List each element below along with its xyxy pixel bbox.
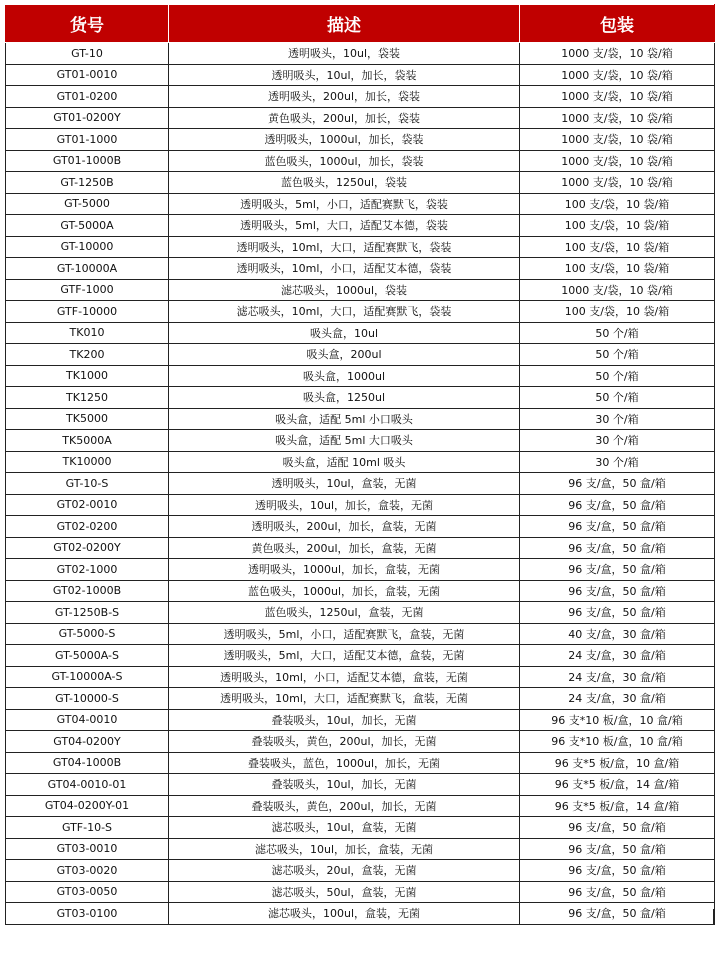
cell-description: 透明吸头，5ml，小口，适配赛默飞，盒装，无菌 (169, 623, 520, 645)
cell-packaging: 1000 支/袋，10 袋/箱 (520, 86, 715, 108)
cell-description: 滤芯吸头，10ul，盒装，无菌 (169, 817, 520, 839)
cell-packaging: 96 支/盒，50 盒/箱 (520, 860, 715, 882)
table-row (6, 709, 715, 731)
cell-description: 滤芯吸头，50ul，盒装，无菌 (169, 881, 520, 903)
cell-item-number: GT-10 (6, 43, 169, 65)
cell-item-number: GT01-1000B (6, 150, 169, 172)
cell-description: 叠装吸头，黄色，200ul，加长，无菌 (169, 731, 520, 753)
cell-packaging: 96 支*10 板/盒，10 盒/箱 (520, 731, 715, 753)
table-row (6, 430, 715, 452)
cell-packaging: 50 个/箱 (520, 322, 715, 344)
table-row (6, 537, 715, 559)
table-row (6, 860, 715, 882)
cell-packaging: 50 个/箱 (520, 344, 715, 366)
cell-packaging: 96 支/盒，50 盒/箱 (520, 516, 715, 538)
cell-item-number: TK1250 (6, 387, 169, 409)
cell-packaging: 96 支*5 板/盒，14 盒/箱 (520, 795, 715, 817)
cell-description: 透明吸头，200ul，加长，袋装 (169, 86, 520, 108)
cell-packaging: 50 个/箱 (520, 365, 715, 387)
cell-item-number: GTF-10-S (6, 817, 169, 839)
table-row (6, 64, 715, 86)
cell-description: 透明吸头，10ul，盒装，无菌 (169, 473, 520, 495)
cell-packaging: 30 个/箱 (520, 451, 715, 473)
cell-description: 吸头盒，1250ul (169, 387, 520, 409)
cell-item-number: GT01-0200 (6, 86, 169, 108)
table-row (6, 172, 715, 194)
cell-item-number: GT02-1000 (6, 559, 169, 581)
cell-packaging: 50 个/箱 (520, 387, 715, 409)
cell-description: 黄色吸头，200ul，加长，袋装 (169, 107, 520, 129)
cell-packaging: 1000 支/袋，10 袋/箱 (520, 172, 715, 194)
cell-description: 吸头盒，10ul (169, 322, 520, 344)
cell-description: 吸头盒，200ul (169, 344, 520, 366)
cell-description: 透明吸头，10ml，小口，适配艾本德，盒装，无菌 (169, 666, 520, 688)
table-row (6, 516, 715, 538)
table-row (6, 43, 715, 65)
cell-packaging: 96 支/盒，50 盒/箱 (520, 903, 715, 925)
cell-packaging: 1000 支/袋，10 袋/箱 (520, 129, 715, 151)
cell-packaging: 1000 支/袋，10 袋/箱 (520, 107, 715, 129)
table-row (6, 387, 715, 409)
table-trailing-row (5, 909, 714, 925)
cell-description: 透明吸头，10ml，大口，适配赛默飞，袋装 (169, 236, 520, 258)
cell-description: 叠装吸头，10ul，加长，无菌 (169, 709, 520, 731)
table-row (6, 838, 715, 860)
cell-item-number: TK1000 (6, 365, 169, 387)
cell-packaging: 100 支/袋，10 袋/箱 (520, 301, 715, 323)
header-description: 描述 (169, 5, 520, 43)
cell-item-number: GT02-0200 (6, 516, 169, 538)
cell-packaging: 96 支/盒，50 盒/箱 (520, 817, 715, 839)
table-row (6, 817, 715, 839)
table-row (6, 451, 715, 473)
product-table-container (5, 4, 715, 925)
cell-packaging: 100 支/袋，10 袋/箱 (520, 215, 715, 237)
table-body (6, 43, 715, 925)
table-row (6, 645, 715, 667)
table-row (6, 279, 715, 301)
table-row (6, 494, 715, 516)
cell-packaging: 30 个/箱 (520, 430, 715, 452)
cell-packaging: 96 支/盒，50 盒/箱 (520, 602, 715, 624)
cell-packaging: 96 支/盒，50 盒/箱 (520, 838, 715, 860)
cell-description: 吸头盒，适配 5ml 大口吸头 (169, 430, 520, 452)
cell-packaging: 96 支*10 板/盒，10 盒/箱 (520, 709, 715, 731)
table-row (6, 86, 715, 108)
cell-packaging: 1000 支/袋，10 袋/箱 (520, 150, 715, 172)
cell-description: 蓝色吸头，1000ul，加长，袋装 (169, 150, 520, 172)
cell-packaging: 40 支/盒，30 盒/箱 (520, 623, 715, 645)
table-row (6, 322, 715, 344)
table-row (6, 473, 715, 495)
cell-item-number: GT-10000A (6, 258, 169, 280)
cell-description: 透明吸头，1000ul，加长，袋装 (169, 129, 520, 151)
cell-description: 滤芯吸头，10ml，大口，适配赛默飞，袋装 (169, 301, 520, 323)
cell-item-number: GT04-1000B (6, 752, 169, 774)
table-row (6, 150, 715, 172)
table-row (6, 623, 715, 645)
cell-item-number: GT01-1000 (6, 129, 169, 151)
cell-description: 滤芯吸头，10ul，加长，盒装，无菌 (169, 838, 520, 860)
cell-item-number: GT-1250B (6, 172, 169, 194)
cell-description: 滤芯吸头，100ul，盒装，无菌 (169, 903, 520, 925)
cell-packaging: 100 支/袋，10 袋/箱 (520, 193, 715, 215)
table-row (6, 774, 715, 796)
cell-description: 蓝色吸头，1000ul，加长，盒装，无菌 (169, 580, 520, 602)
header-item-number: 货号 (6, 5, 169, 43)
cell-item-number: GT-10000A-S (6, 666, 169, 688)
cell-item-number: GT04-0200Y-01 (6, 795, 169, 817)
cell-packaging: 96 支/盒，50 盒/箱 (520, 559, 715, 581)
table-row (6, 795, 715, 817)
cell-packaging: 24 支/盒，30 盒/箱 (520, 688, 715, 710)
table-row (6, 752, 715, 774)
cell-packaging: 96 支/盒，50 盒/箱 (520, 473, 715, 495)
cell-item-number: GT02-0200Y (6, 537, 169, 559)
cell-item-number: GT-5000 (6, 193, 169, 215)
table-row (6, 301, 715, 323)
cell-item-number: GT04-0010-01 (6, 774, 169, 796)
cell-description: 透明吸头，10ul，加长，袋装 (169, 64, 520, 86)
cell-item-number: GTF-1000 (6, 279, 169, 301)
cell-item-number: GT04-0200Y (6, 731, 169, 753)
cell-item-number: GT-5000A (6, 215, 169, 237)
cell-packaging: 100 支/袋，10 袋/箱 (520, 236, 715, 258)
cell-item-number: GT02-0010 (6, 494, 169, 516)
table-row (6, 236, 715, 258)
cell-packaging: 100 支/袋，10 袋/箱 (520, 258, 715, 280)
table-row (6, 731, 715, 753)
table-row (6, 559, 715, 581)
cell-description: 叠装吸头，蓝色，1000ul，加长，无菌 (169, 752, 520, 774)
cell-description: 透明吸头，200ul，加长，盒装，无菌 (169, 516, 520, 538)
cell-description: 吸头盒，适配 10ml 吸头 (169, 451, 520, 473)
cell-item-number: GT-1250B-S (6, 602, 169, 624)
cell-packaging: 24 支/盒，30 盒/箱 (520, 645, 715, 667)
cell-item-number: GT-10000 (6, 236, 169, 258)
header-packaging: 包装 (520, 5, 715, 43)
cell-description: 叠装吸头，黄色，200ul，加长，无菌 (169, 795, 520, 817)
cell-packaging: 24 支/盒，30 盒/箱 (520, 666, 715, 688)
cell-item-number: GT04-0010 (6, 709, 169, 731)
table-row (6, 107, 715, 129)
cell-packaging: 96 支/盒，50 盒/箱 (520, 580, 715, 602)
cell-item-number: GT-10-S (6, 473, 169, 495)
table-row (6, 881, 715, 903)
cell-item-number: TK5000 (6, 408, 169, 430)
cell-packaging: 96 支/盒，50 盒/箱 (520, 881, 715, 903)
table-row (6, 408, 715, 430)
cell-packaging: 1000 支/袋，10 袋/箱 (520, 64, 715, 86)
cell-item-number: GT03-0020 (6, 860, 169, 882)
cell-item-number: GT-5000A-S (6, 645, 169, 667)
cell-packaging: 96 支/盒，50 盒/箱 (520, 494, 715, 516)
cell-description: 透明吸头，10ml，小口，适配艾本德，袋装 (169, 258, 520, 280)
cell-description: 吸头盒，适配 5ml 小口吸头 (169, 408, 520, 430)
cell-item-number: GT01-0200Y (6, 107, 169, 129)
cell-item-number: GT03-0100 (6, 903, 169, 925)
table-header-row (6, 5, 715, 43)
cell-description: 蓝色吸头，1250ul，袋装 (169, 172, 520, 194)
product-table (5, 4, 715, 925)
cell-packaging: 96 支/盒，50 盒/箱 (520, 537, 715, 559)
cell-description: 透明吸头，5ml，大口，适配艾本德，盒装，无菌 (169, 645, 520, 667)
table-row (6, 580, 715, 602)
table-row (6, 215, 715, 237)
cell-item-number: GT-10000-S (6, 688, 169, 710)
table-row (6, 688, 715, 710)
cell-item-number: GT03-0050 (6, 881, 169, 903)
cell-item-number: TK010 (6, 322, 169, 344)
cell-item-number: TK200 (6, 344, 169, 366)
cell-item-number: TK5000A (6, 430, 169, 452)
cell-description: 滤芯吸头，20ul，盒装，无菌 (169, 860, 520, 882)
table-row (6, 129, 715, 151)
cell-item-number: GT-5000-S (6, 623, 169, 645)
cell-packaging: 96 支*5 板/盒，14 盒/箱 (520, 774, 715, 796)
cell-description: 透明吸头，1000ul，加长，盒装，无菌 (169, 559, 520, 581)
cell-packaging: 1000 支/袋，10 袋/箱 (520, 43, 715, 65)
cell-item-number: TK10000 (6, 451, 169, 473)
table-row (6, 666, 715, 688)
cell-description: 叠装吸头，10ul，加长，无菌 (169, 774, 520, 796)
cell-packaging: 1000 支/袋，10 袋/箱 (520, 279, 715, 301)
cell-item-number: GT01-0010 (6, 64, 169, 86)
cell-description: 透明吸头，10ul，袋装 (169, 43, 520, 65)
cell-description: 滤芯吸头，1000ul，袋装 (169, 279, 520, 301)
table-row (6, 602, 715, 624)
cell-description: 蓝色吸头，1250ul，盒装，无菌 (169, 602, 520, 624)
cell-description: 黄色吸头，200ul，加长，盒装，无菌 (169, 537, 520, 559)
cell-description: 透明吸头，5ml，大口，适配艾本德，袋装 (169, 215, 520, 237)
cell-packaging: 30 个/箱 (520, 408, 715, 430)
cell-description: 透明吸头，10ul，加长，盒装，无菌 (169, 494, 520, 516)
table-row (6, 365, 715, 387)
cell-description: 透明吸头，5ml，小口，适配赛默飞，袋装 (169, 193, 520, 215)
cell-packaging: 96 支*5 板/盒，10 盒/箱 (520, 752, 715, 774)
cell-description: 吸头盒，1000ul (169, 365, 520, 387)
table-row (6, 193, 715, 215)
cell-item-number: GTF-10000 (6, 301, 169, 323)
cell-description: 透明吸头，10ml，大口，适配赛默飞，盒装，无菌 (169, 688, 520, 710)
cell-item-number: GT03-0010 (6, 838, 169, 860)
cell-item-number: GT02-1000B (6, 580, 169, 602)
table-row (6, 258, 715, 280)
table-row (6, 344, 715, 366)
